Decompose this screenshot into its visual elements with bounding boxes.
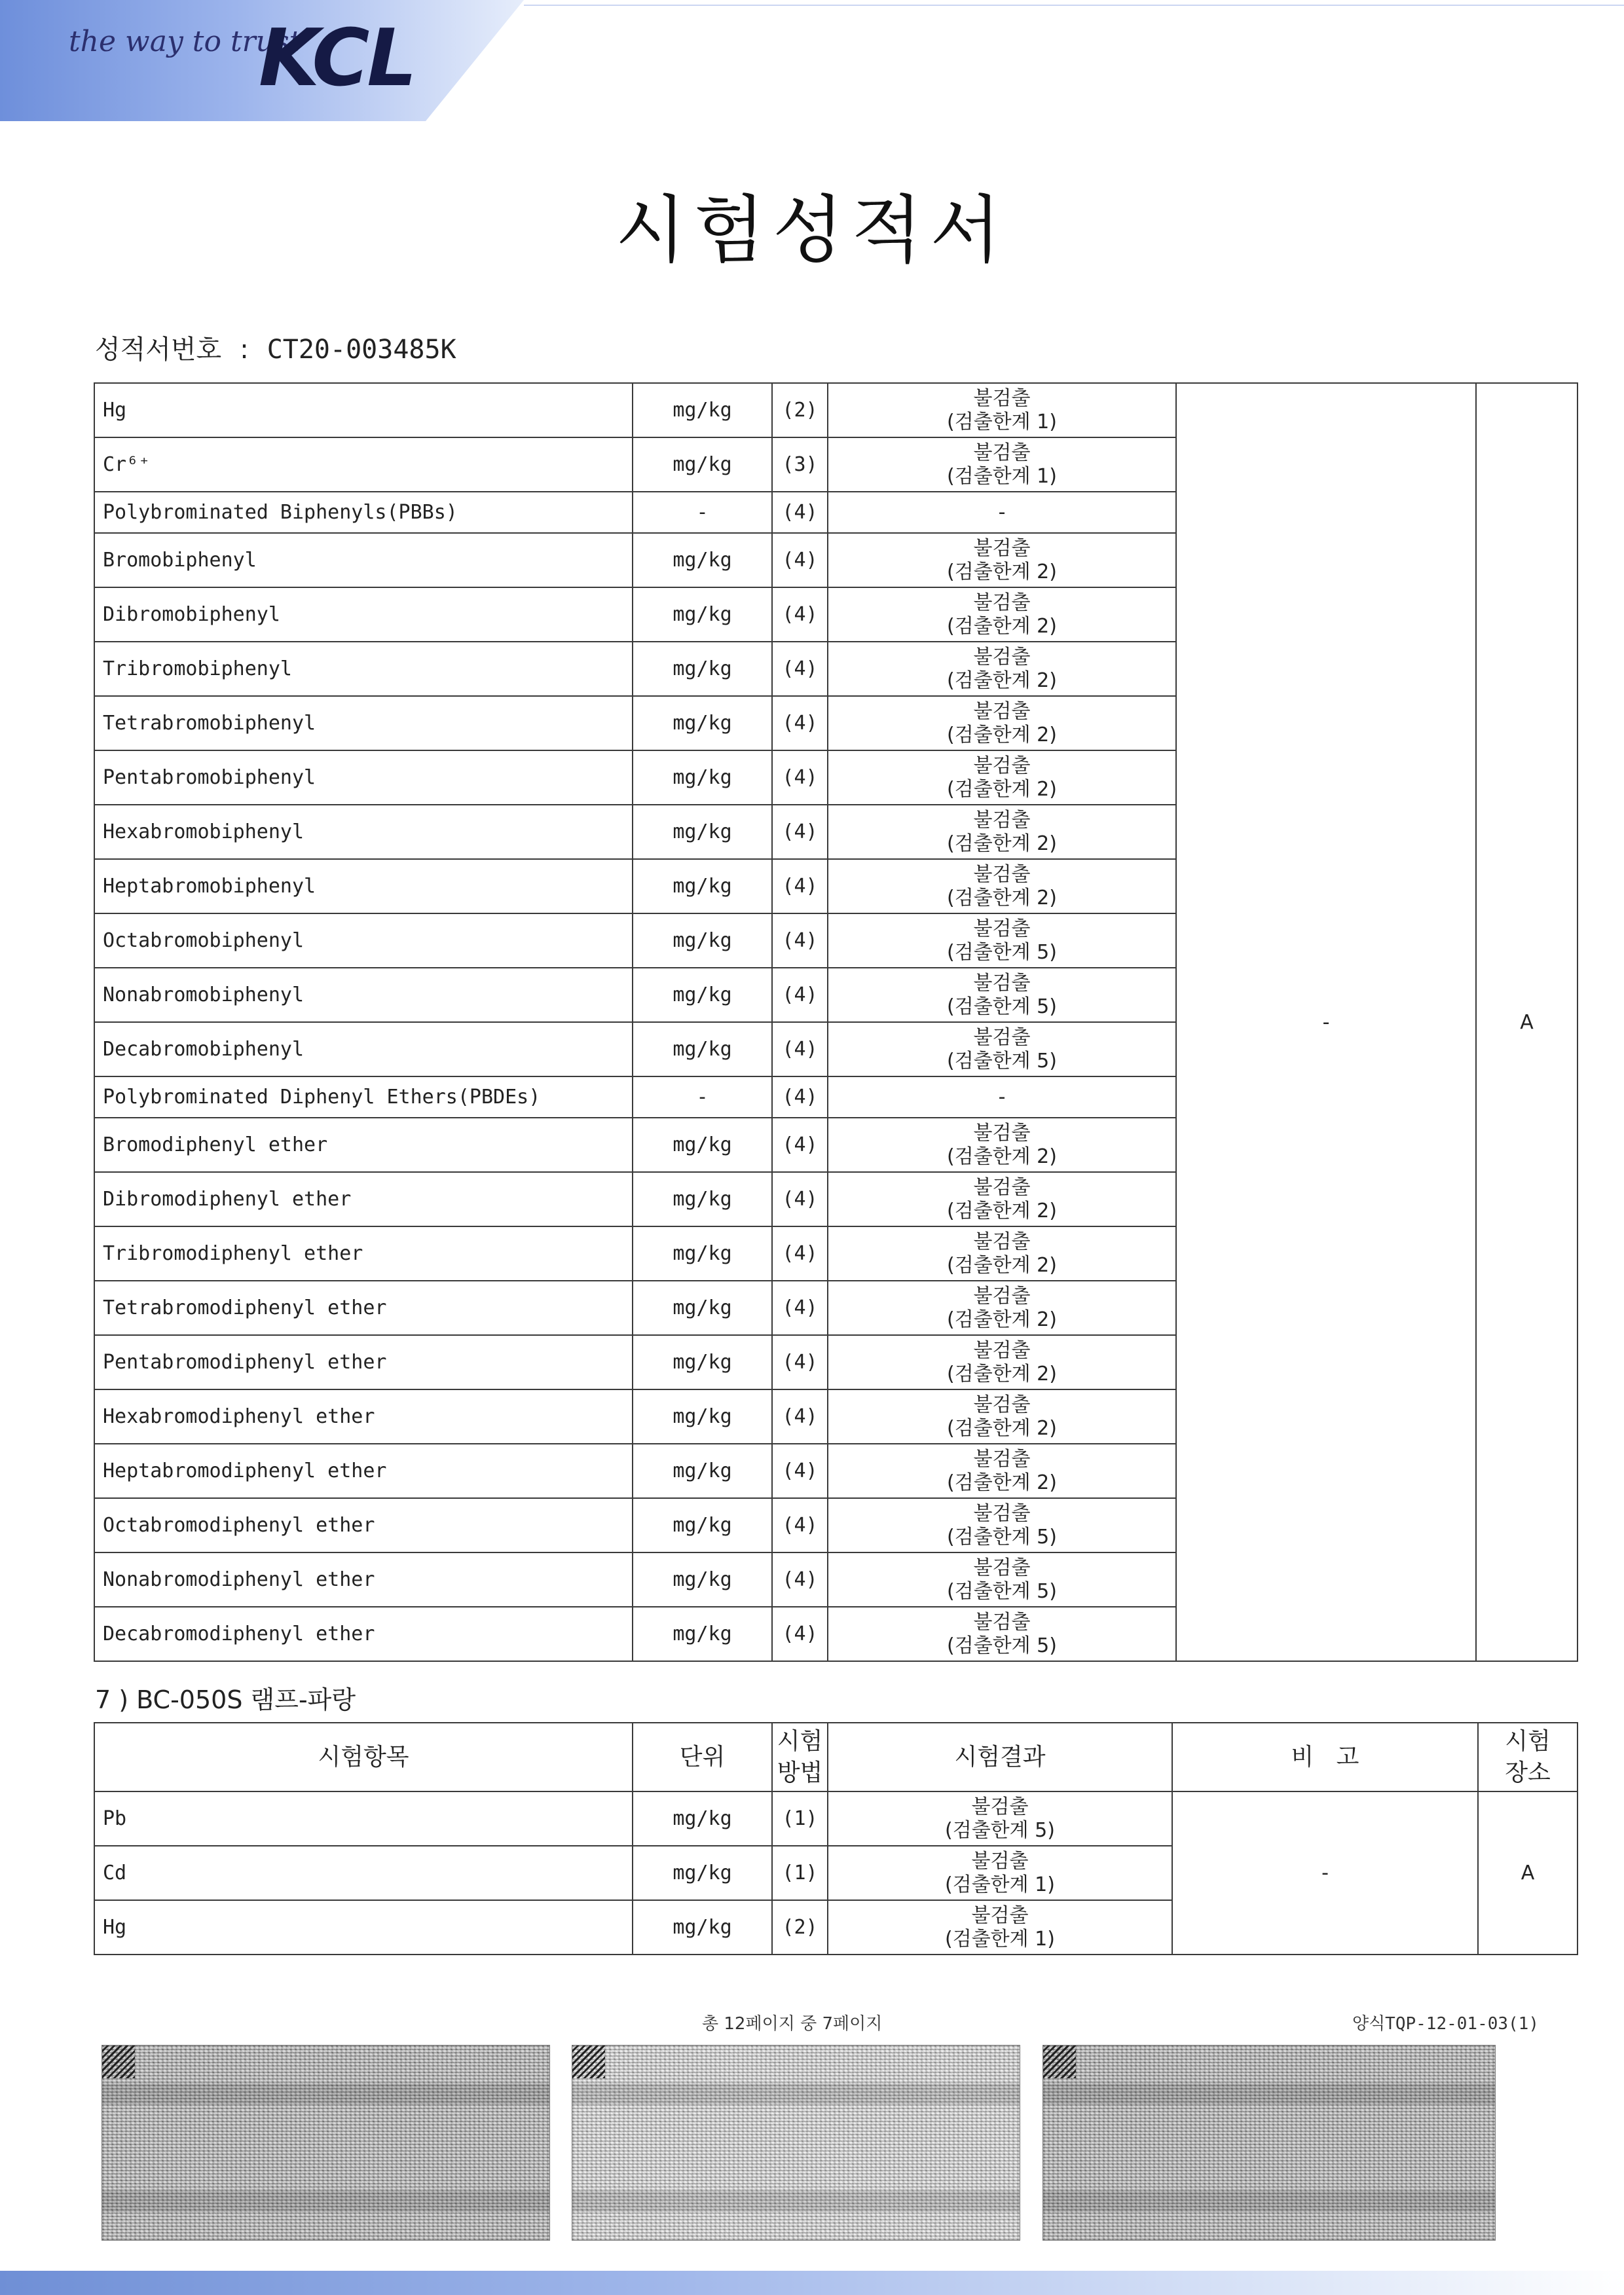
unit-cell: mg/kg	[633, 1172, 772, 1226]
detection-limit-line: (검출한계 2)	[947, 777, 1057, 801]
method-cell: (4)	[772, 1022, 828, 1076]
unit-cell: mg/kg	[633, 1281, 772, 1335]
unit-cell: mg/kg	[633, 1498, 772, 1552]
result-cell	[828, 1389, 1176, 1444]
test-item-name: Pentabromodiphenyl ether	[94, 1335, 633, 1389]
result-line: 불검출	[971, 1795, 1029, 1818]
header-test-item: 시험항목	[94, 1723, 633, 1791]
certificate-number-separator: :	[240, 335, 249, 365]
note-cell: -	[1172, 1791, 1478, 1955]
method-cell: (4)	[772, 1226, 828, 1281]
unit-cell: mg/kg	[633, 1552, 772, 1607]
result-line: 불검출	[973, 971, 1031, 995]
unit-cell: -	[633, 1076, 772, 1118]
result-cell	[828, 642, 1176, 696]
unit-cell: mg/kg	[633, 1846, 772, 1900]
result-cell	[828, 1552, 1176, 1607]
result-line: 불검출	[973, 645, 1031, 669]
method-cell: (4)	[772, 1498, 828, 1552]
header-result: 시험결과	[828, 1723, 1172, 1791]
method-cell: (4)	[772, 533, 828, 587]
unit-cell: mg/kg	[633, 1389, 772, 1444]
test-item-name: Heptabromodiphenyl ether	[94, 1444, 633, 1498]
unit-cell: mg/kg	[633, 383, 772, 437]
header-place	[1478, 1723, 1578, 1791]
result-cell	[828, 1118, 1176, 1172]
test-item-name: Hg	[94, 1900, 633, 1955]
result-cell	[828, 383, 1176, 437]
footer-bar	[0, 2271, 1624, 2295]
test-item-name: Octabromodiphenyl ether	[94, 1498, 633, 1552]
result-line: 불검출	[973, 1121, 1031, 1145]
result-line: 불검출	[971, 1903, 1029, 1927]
results-table-bc050s	[94, 1722, 1578, 1955]
detection-limit-line: (검출한계 5)	[947, 1579, 1057, 1603]
detection-limit-line: (검출한계 2)	[947, 669, 1057, 692]
result-cell	[828, 1498, 1176, 1552]
unit-cell: mg/kg	[633, 587, 772, 642]
detection-limit-line: (검출한계 2)	[947, 1308, 1057, 1331]
page-counter: 총 12페이지 중 7페이지	[702, 2014, 883, 2034]
result-line: 불검출	[973, 808, 1031, 832]
certificate-number-value: CT20-003485K	[267, 335, 456, 365]
result-line: 불검출	[971, 1849, 1029, 1873]
header-note: 비 고	[1172, 1723, 1478, 1791]
detection-limit-line: (검출한계 2)	[947, 1362, 1057, 1386]
test-place-cell: A	[1476, 383, 1578, 1661]
unit-cell: mg/kg	[633, 805, 772, 859]
unit-cell: -	[633, 492, 772, 533]
method-cell: (1)	[772, 1791, 828, 1846]
test-item-name: Octabromobiphenyl	[94, 913, 633, 968]
header-unit: 단위	[633, 1723, 772, 1791]
result-line: 불검출	[973, 1025, 1031, 1049]
header-banner	[0, 0, 1624, 124]
method-cell: (3)	[772, 437, 828, 492]
unit-cell: mg/kg	[633, 859, 772, 913]
test-item-name: Decabromodiphenyl ether	[94, 1607, 633, 1661]
result-cell	[828, 492, 1176, 533]
result-cell	[828, 1281, 1176, 1335]
unit-cell: mg/kg	[633, 642, 772, 696]
detection-limit-line: (검출한계 1)	[945, 1873, 1055, 1896]
test-item-name: Pb	[94, 1791, 633, 1846]
section-title: 7 ) BC-050S 램프-파랑	[95, 1685, 356, 1714]
detection-limit-line: (검출한계 2)	[947, 1471, 1057, 1494]
note-cell: -	[1176, 383, 1476, 1661]
result-cell	[828, 696, 1176, 750]
detection-limit-line: (검출한계 5)	[947, 1634, 1057, 1657]
certificate-number	[95, 329, 456, 366]
unit-cell: mg/kg	[633, 913, 772, 968]
detection-limit-line: (검출한계 2)	[947, 1416, 1057, 1440]
test-item-name: Pentabromobiphenyl	[94, 750, 633, 805]
result-cell	[828, 1900, 1172, 1955]
test-item-name: Hexabromobiphenyl	[94, 805, 633, 859]
unit-cell: mg/kg	[633, 1118, 772, 1172]
method-cell: (4)	[772, 696, 828, 750]
result-line: 불검출	[973, 1284, 1031, 1308]
detection-limit-line: (검출한계 2)	[947, 723, 1057, 746]
table-header-row	[94, 1723, 1578, 1791]
detection-limit-line: (검출한계 2)	[947, 832, 1057, 855]
result-line: 불검출	[973, 1501, 1031, 1525]
test-item-name: Nonabromodiphenyl ether	[94, 1552, 633, 1607]
result-line: 불검출	[973, 1556, 1031, 1579]
test-item-name: Heptabromobiphenyl	[94, 859, 633, 913]
unit-cell: mg/kg	[633, 1022, 772, 1076]
results-table-continued	[94, 382, 1578, 1662]
test-item-name: Nonabromobiphenyl	[94, 968, 633, 1022]
method-cell: (4)	[772, 1389, 828, 1444]
result-cell	[828, 1022, 1176, 1076]
unit-cell: mg/kg	[633, 437, 772, 492]
result-line: 불검출	[973, 754, 1031, 777]
method-cell: (4)	[772, 1444, 828, 1498]
method-cell: (4)	[772, 1281, 828, 1335]
test-place-cell: A	[1478, 1791, 1578, 1955]
method-cell: (1)	[772, 1846, 828, 1900]
result-line: 불검출	[973, 1610, 1031, 1634]
result-line: 불검출	[973, 862, 1031, 886]
table-row	[94, 383, 1578, 437]
test-item-name: Decabromobiphenyl	[94, 1022, 633, 1076]
test-item-name: Tribromobiphenyl	[94, 642, 633, 696]
unit-cell: mg/kg	[633, 1444, 772, 1498]
result-cell	[828, 1607, 1176, 1661]
unit-cell: mg/kg	[633, 1335, 772, 1389]
test-item-name: Hexabromodiphenyl ether	[94, 1389, 633, 1444]
method-cell: (4)	[772, 859, 828, 913]
unit-cell: mg/kg	[633, 1226, 772, 1281]
result-cell	[828, 1076, 1176, 1118]
result-line: 불검출	[973, 1338, 1031, 1362]
detection-limit-line: (검출한계 1)	[947, 464, 1057, 488]
method-cell: (4)	[772, 750, 828, 805]
test-item-name: Polybrominated Diphenyl Ethers(PBDEs)	[94, 1076, 633, 1118]
test-item-name: Hg	[94, 383, 633, 437]
test-item-name: Tetrabromobiphenyl	[94, 696, 633, 750]
result-cell	[828, 1444, 1176, 1498]
unit-cell: mg/kg	[633, 1900, 772, 1955]
test-item-name: Dibromobiphenyl	[94, 587, 633, 642]
result-cell	[828, 859, 1176, 913]
result-cell	[828, 750, 1176, 805]
result-line: 불검출	[973, 1393, 1031, 1416]
result-cell	[828, 968, 1176, 1022]
result-line: -	[998, 500, 1006, 524]
logo-tagline: the way to trust	[69, 25, 301, 58]
header-place-line1: 시험	[1505, 1727, 1551, 1755]
method-cell: (2)	[772, 383, 828, 437]
result-cell	[828, 913, 1176, 968]
result-cell	[828, 533, 1176, 587]
result-line: 불검출	[973, 591, 1031, 614]
kcl-logo: KCL	[259, 13, 415, 104]
method-cell: (4)	[772, 1335, 828, 1389]
detection-limit-line: (검출한계 2)	[947, 1145, 1057, 1168]
table-row	[94, 1791, 1578, 1846]
result-line: 불검출	[973, 917, 1031, 940]
detection-limit-line: (검출한계 1)	[945, 1927, 1055, 1951]
result-cell	[828, 805, 1176, 859]
document-title: 시험성적서	[615, 188, 1009, 273]
security-pattern-right	[1043, 2045, 1496, 2241]
method-cell: (4)	[772, 1607, 828, 1661]
result-cell	[828, 1335, 1176, 1389]
detection-limit-line: (검출한계 2)	[947, 1199, 1057, 1222]
result-line: 불검출	[973, 441, 1031, 464]
test-item-name: Tetrabromodiphenyl ether	[94, 1281, 633, 1335]
result-line: 불검출	[973, 1447, 1031, 1471]
detection-limit-line: (검출한계 5)	[947, 1049, 1057, 1073]
result-line: -	[998, 1085, 1006, 1109]
method-cell: (4)	[772, 968, 828, 1022]
result-cell	[828, 1226, 1176, 1281]
method-cell: (4)	[772, 805, 828, 859]
test-item-name: Bromobiphenyl	[94, 533, 633, 587]
detection-limit-line: (검출한계 5)	[947, 940, 1057, 964]
header-method-line2: 방법	[777, 1759, 823, 1786]
test-item-name: Cr⁶⁺	[94, 437, 633, 492]
method-cell: (4)	[772, 1552, 828, 1607]
unit-cell: mg/kg	[633, 968, 772, 1022]
unit-cell: mg/kg	[633, 1791, 772, 1846]
header-method-line1: 시험	[777, 1727, 823, 1755]
method-cell: (2)	[772, 1900, 828, 1955]
unit-cell: mg/kg	[633, 750, 772, 805]
unit-cell: mg/kg	[633, 1607, 772, 1661]
method-cell: (4)	[772, 642, 828, 696]
detection-limit-line: (검출한계 2)	[947, 886, 1057, 909]
method-cell: (4)	[772, 1172, 828, 1226]
detection-limit-line: (검출한계 5)	[947, 1525, 1057, 1549]
method-cell: (4)	[772, 1118, 828, 1172]
detection-limit-line: (검출한계 5)	[947, 995, 1057, 1018]
test-item-name: Polybrominated Biphenyls(PBBs)	[94, 492, 633, 533]
security-pattern-center	[572, 2045, 1020, 2241]
certificate-number-label: 성적서번호	[95, 335, 222, 365]
result-line: 불검출	[973, 1175, 1031, 1199]
result-cell	[828, 1172, 1176, 1226]
result-line: 불검출	[973, 386, 1031, 410]
test-item-name: Cd	[94, 1846, 633, 1900]
security-pattern-left	[101, 2045, 550, 2241]
test-item-name: Bromodiphenyl ether	[94, 1118, 633, 1172]
unit-cell: mg/kg	[633, 696, 772, 750]
header-method	[772, 1723, 828, 1791]
method-cell: (4)	[772, 492, 828, 533]
test-item-name: Dibromodiphenyl ether	[94, 1172, 633, 1226]
result-cell	[828, 587, 1176, 642]
result-cell	[828, 1791, 1172, 1846]
detection-limit-line: (검출한계 1)	[947, 410, 1057, 433]
method-cell: (4)	[772, 913, 828, 968]
result-line: 불검출	[973, 1230, 1031, 1253]
result-line: 불검출	[973, 699, 1031, 723]
unit-cell: mg/kg	[633, 533, 772, 587]
detection-limit-line: (검출한계 5)	[945, 1818, 1055, 1842]
detection-limit-line: (검출한계 2)	[947, 614, 1057, 638]
result-cell	[828, 1846, 1172, 1900]
result-line: 불검출	[973, 536, 1031, 560]
detection-limit-line: (검출한계 2)	[947, 1253, 1057, 1277]
header-place-line2: 장소	[1505, 1759, 1551, 1786]
test-item-name: Tribromodiphenyl ether	[94, 1226, 633, 1281]
detection-limit-line: (검출한계 2)	[947, 560, 1057, 583]
result-cell	[828, 437, 1176, 492]
method-cell: (4)	[772, 1076, 828, 1118]
form-number: 양식TQP-12-01-03(1)	[1352, 2014, 1539, 2034]
method-cell: (4)	[772, 587, 828, 642]
